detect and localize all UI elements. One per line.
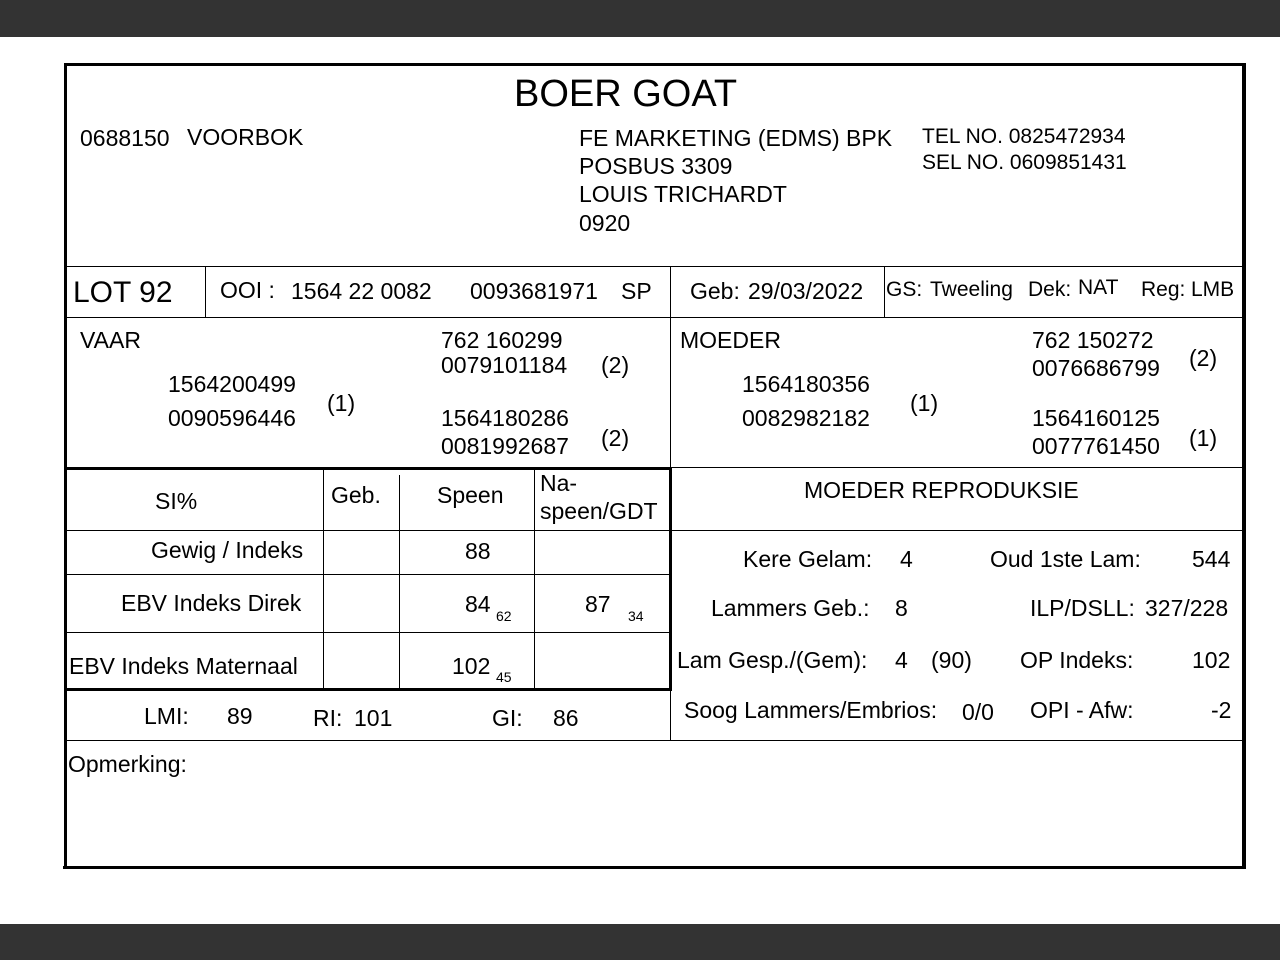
moeder-mark: (1) [910, 390, 939, 416]
na-speen-header-1: Na- [540, 470, 578, 496]
rule-pedigree-left [66, 467, 670, 470]
ooi-number: 1564 22 0082 [291, 278, 432, 304]
border-right [1242, 63, 1246, 869]
moeder-label: MOEDER [680, 327, 781, 353]
moeder-grandparent-1-a: 762 150272 [1032, 327, 1154, 353]
animal-id: 0688150 [80, 125, 170, 151]
divider-geb [884, 267, 885, 317]
seller-address-2: LOUIS TRICHARDT [579, 181, 787, 207]
moeder-id-2: 0082982182 [742, 405, 870, 431]
geb-label: Geb: [690, 278, 740, 304]
moeder-grandparent-1-b: 0076686799 [1032, 355, 1160, 381]
seller-address-1: POSBUS 3309 [579, 153, 733, 179]
op-indeks-value: 102 [1192, 647, 1231, 673]
divider-si-geb [323, 469, 324, 689]
oud-lam-label: Oud 1ste Lam: [990, 546, 1141, 572]
dek-value: NAT [1078, 276, 1119, 299]
moeder-grandparent-1-mark: (2) [1189, 345, 1218, 371]
vaar-grandparent-2-a: 1564180286 [441, 405, 569, 431]
vaar-label: VAAR [80, 327, 141, 353]
speen-header: Speen [437, 482, 504, 508]
rule-lot [66, 317, 1244, 318]
ebv-maternaal-speen: 102 [452, 653, 491, 679]
vaar-id-2: 0090596446 [168, 405, 296, 431]
rule-header [66, 266, 1244, 267]
moeder-id-1: 1564180356 [742, 371, 870, 397]
soog-lammers-label: Soog Lammers/Embrios: [684, 697, 938, 723]
divider-lot [205, 267, 206, 317]
vaar-grandparent-1-a: 762 160299 [441, 327, 563, 353]
lam-gesp-gem: (90) [931, 647, 972, 673]
vaar-grandparent-2-mark: (2) [601, 425, 630, 451]
kere-gelam-label: Kere Gelam: [743, 546, 873, 572]
border-top [65, 63, 1246, 66]
seller-postal-code: 0920 [579, 210, 631, 236]
gs-label: GS: [886, 278, 923, 301]
lam-gesp-value: 4 [895, 647, 908, 673]
rule-indices [66, 740, 1244, 741]
oud-lam-value: 544 [1192, 546, 1231, 572]
rule-pedigree-right [670, 467, 1244, 468]
ooi-label: OOI : [220, 277, 275, 303]
border-left [64, 63, 67, 869]
kere-gelam-value: 4 [900, 546, 913, 572]
reg-value: LMB [1191, 278, 1235, 301]
ooi-id: 0093681971 [470, 278, 598, 304]
reg-label: Reg: [1141, 278, 1186, 301]
rule-si-row1 [66, 574, 670, 575]
rule-si-row2 [66, 632, 670, 633]
ebv-direk-speen: 84 [465, 591, 491, 617]
ebv-direk-na-sub: 34 [628, 608, 644, 624]
vaar-grandparent-1-mark: (2) [601, 352, 630, 378]
opi-afw-label: OPI - Afw: [1030, 697, 1134, 723]
rule-si-row3 [66, 688, 672, 691]
ebv-direk-label: EBV Indeks Direk [121, 590, 302, 616]
op-indeks-label: OP Indeks: [1020, 647, 1134, 673]
gi-value: 86 [553, 705, 579, 731]
lam-gesp-label: Lam Gesp./(Gem): [677, 647, 868, 673]
reproduksie-title: MOEDER REPRODUKSIE [804, 477, 1079, 503]
soog-lammers-value: 0/0 [962, 699, 994, 725]
vaar-id-1: 1564200499 [168, 371, 296, 397]
tel-number: TEL NO. 0825472934 [922, 125, 1126, 148]
opi-afw-value: -2 [1211, 697, 1232, 723]
moeder-grandparent-2-b: 0077761450 [1032, 433, 1160, 459]
rule-si-header [66, 530, 1244, 531]
ri-value: 101 [354, 705, 393, 731]
lot-number: LOT 92 [73, 276, 173, 309]
ilp-dsll-value: 327/228 [1145, 595, 1229, 621]
sel-number: SEL NO. 0609851431 [922, 151, 1127, 174]
divider-si-na [534, 469, 535, 689]
seller-name: FE MARKETING (EDMS) BPK [579, 125, 893, 151]
geb-header: Geb. [331, 482, 381, 508]
animal-type: VOORBOK [187, 124, 304, 150]
gewig-indeks-speen: 88 [465, 538, 491, 564]
card-title: BOER GOAT [514, 73, 738, 115]
gs-value: Tweeling [930, 278, 1013, 301]
ebv-direk-na: 87 [585, 591, 611, 617]
vaar-grandparent-1-b: 0079101184 [441, 352, 568, 378]
dek-label: Dek: [1028, 278, 1072, 301]
vaar-grandparent-2-b: 0081992687 [441, 433, 569, 459]
geb-date: 29/03/2022 [748, 278, 864, 304]
si-header: SI% [155, 488, 198, 514]
lammers-geb-label: Lammers Geb.: [711, 595, 870, 621]
na-speen-header-2: speen/GDT [540, 498, 658, 524]
lammers-geb-value: 8 [895, 595, 908, 621]
gewig-indeks-label: Gewig / Indeks [151, 537, 304, 563]
ilp-dsll-label: ILP/DSLL: [1030, 595, 1135, 621]
gi-label: GI: [492, 705, 523, 731]
divider-si-right [669, 467, 672, 690]
ooi-sp: SP [621, 278, 652, 304]
border-bottom [63, 866, 1246, 869]
moeder-grandparent-2-a: 1564160125 [1032, 405, 1160, 431]
moeder-grandparent-2-mark: (1) [1189, 425, 1218, 451]
opmerking-label: Opmerking: [68, 751, 187, 777]
ri-label: RI: [313, 705, 343, 731]
ebv-direk-speen-sub: 62 [496, 608, 512, 624]
lmi-value: 89 [227, 703, 253, 729]
divider-si-speen [399, 475, 400, 689]
ebv-maternaal-label: EBV Indeks Maternaal [69, 653, 298, 679]
ebv-maternaal-speen-sub: 45 [496, 669, 512, 685]
lmi-label: LMI: [144, 703, 189, 729]
vaar-mark: (1) [327, 390, 356, 416]
